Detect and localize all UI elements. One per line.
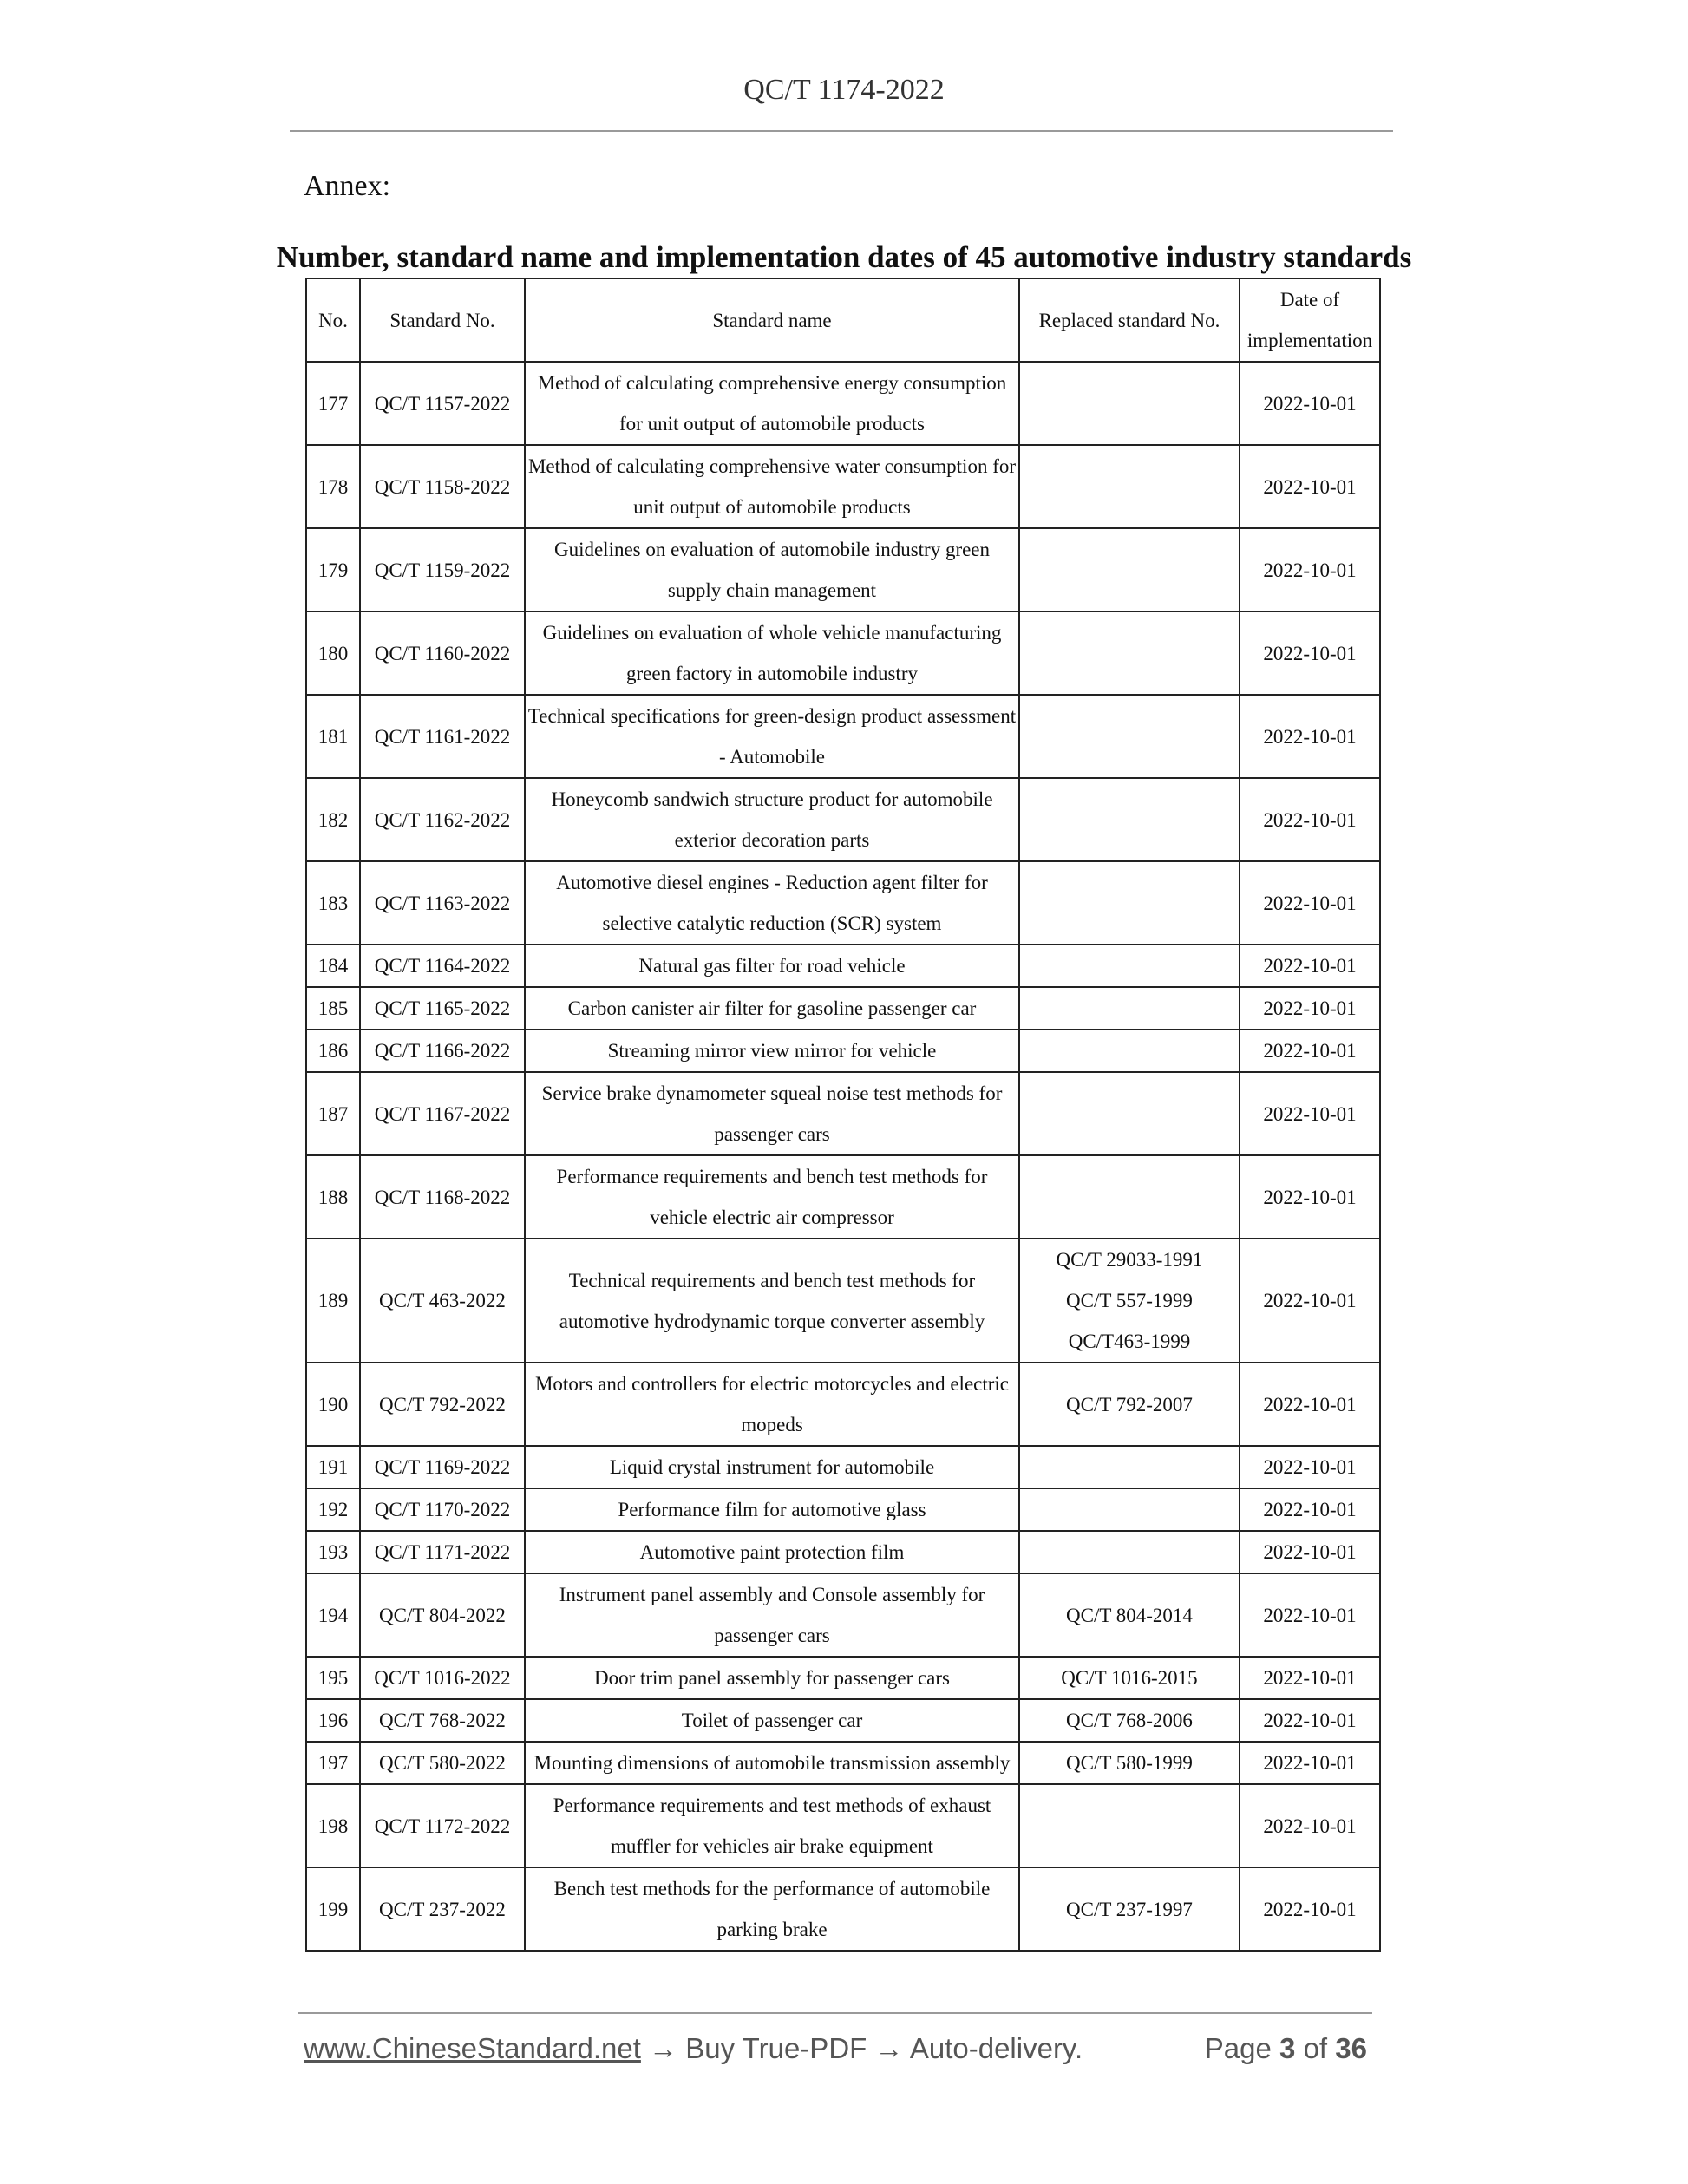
cell-standard-name: Carbon canister air filter for gasoline passenger car xyxy=(525,987,1019,1030)
cell-standard-no: QC/T 804-2022 xyxy=(360,1573,525,1657)
cell-standard-name: Natural gas filter for road vehicle xyxy=(525,945,1019,987)
cell-replaced-standard xyxy=(1019,1531,1240,1573)
cell-replaced-standard xyxy=(1019,362,1240,445)
cell-implementation-date: 2022-10-01 xyxy=(1240,1155,1380,1239)
cell-no: 177 xyxy=(306,362,360,445)
table-row xyxy=(306,1030,1380,1072)
cell-no: 192 xyxy=(306,1488,360,1531)
cell-no: 182 xyxy=(306,778,360,861)
col-header-replaced: Replaced standard No. xyxy=(1019,278,1240,362)
cell-implementation-date: 2022-10-01 xyxy=(1240,1742,1380,1784)
annex-label: Annex: xyxy=(304,170,391,202)
cell-standard-name: Performance film for automotive glass xyxy=(525,1488,1019,1531)
cell-no: 181 xyxy=(306,695,360,778)
cell-standard-name: Mounting dimensions of automobile transmission assembly xyxy=(525,1742,1019,1784)
cell-no: 178 xyxy=(306,445,360,528)
page-label: Page xyxy=(1204,2032,1272,2064)
cell-no: 186 xyxy=(306,1030,360,1072)
col-header-date: Date of implementation xyxy=(1240,278,1380,362)
table-row xyxy=(306,611,1380,695)
table-row xyxy=(306,778,1380,861)
cell-no: 180 xyxy=(306,611,360,695)
table-row xyxy=(306,1072,1380,1155)
cell-standard-no: QC/T 1167-2022 xyxy=(360,1072,525,1155)
col-header-standard-no: Standard No. xyxy=(360,278,525,362)
cell-standard-no: QC/T 1170-2022 xyxy=(360,1488,525,1531)
cell-replaced-standard xyxy=(1019,861,1240,945)
cell-no: 191 xyxy=(306,1446,360,1488)
cell-standard-no: QC/T 1164-2022 xyxy=(360,945,525,987)
page-indicator xyxy=(1205,2032,1367,2065)
cell-replaced-standard xyxy=(1019,528,1240,611)
table-row xyxy=(306,1446,1380,1488)
page-footer xyxy=(304,2032,1372,2065)
cell-implementation-date: 2022-10-01 xyxy=(1240,1699,1380,1742)
cell-standard-no: QC/T 1172-2022 xyxy=(360,1784,525,1867)
cell-standard-name: Motors and controllers for electric motorcycles and electric mopeds xyxy=(525,1363,1019,1446)
cell-replaced-standard: QC/T 804-2014 xyxy=(1019,1573,1240,1657)
cell-implementation-date: 2022-10-01 xyxy=(1240,1488,1380,1531)
cell-standard-no: QC/T 1162-2022 xyxy=(360,778,525,861)
table-row xyxy=(306,1488,1380,1531)
cell-no: 189 xyxy=(306,1239,360,1363)
cell-standard-name: Toilet of passenger car xyxy=(525,1699,1019,1742)
cell-no: 193 xyxy=(306,1531,360,1573)
cell-no: 179 xyxy=(306,528,360,611)
cell-implementation-date: 2022-10-01 xyxy=(1240,1030,1380,1072)
cell-standard-name: Guidelines on evaluation of automobile industry green supply chain management xyxy=(525,528,1019,611)
cell-standard-no: QC/T 1160-2022 xyxy=(360,611,525,695)
cell-standard-name: Performance requirements and bench test methods for vehicle electric air compressor xyxy=(525,1155,1019,1239)
cell-standard-name: Bench test methods for the performance of automobile parking brake xyxy=(525,1867,1019,1951)
cell-implementation-date: 2022-10-01 xyxy=(1240,778,1380,861)
cell-replaced-standard xyxy=(1019,1446,1240,1488)
table-row xyxy=(306,861,1380,945)
cell-standard-name: Door trim panel assembly for passenger cars xyxy=(525,1657,1019,1699)
table-row xyxy=(306,362,1380,445)
cell-no: 199 xyxy=(306,1867,360,1951)
arrow-icon: → xyxy=(649,2032,678,2064)
cell-implementation-date: 2022-10-01 xyxy=(1240,1239,1380,1363)
col-header-no: No. xyxy=(306,278,360,362)
cell-implementation-date: 2022-10-01 xyxy=(1240,1784,1380,1867)
cell-standard-name: Automotive diesel engines - Reduction agent filter for selective catalytic reduction (SCR) system xyxy=(525,861,1019,945)
cell-standard-no: QC/T 1171-2022 xyxy=(360,1531,525,1573)
cell-standard-no: QC/T 1166-2022 xyxy=(360,1030,525,1072)
cell-standard-name: Method of calculating comprehensive energy consumption for unit output of automobile products xyxy=(525,362,1019,445)
cell-implementation-date: 2022-10-01 xyxy=(1240,1446,1380,1488)
cell-no: 197 xyxy=(306,1742,360,1784)
cell-replaced-standard: QC/T 29033-1991 QC/T 557-1999 QC/T463-1999 xyxy=(1019,1239,1240,1363)
cell-standard-no: QC/T 1159-2022 xyxy=(360,528,525,611)
cell-no: 190 xyxy=(306,1363,360,1446)
cell-standard-no: QC/T 1165-2022 xyxy=(360,987,525,1030)
col-header-standard-name: Standard name xyxy=(525,278,1019,362)
cell-standard-no: QC/T 1168-2022 xyxy=(360,1155,525,1239)
cell-replaced-standard: QC/T 768-2006 xyxy=(1019,1699,1240,1742)
cell-standard-no: QC/T 1169-2022 xyxy=(360,1446,525,1488)
cell-implementation-date: 2022-10-01 xyxy=(1240,1867,1380,1951)
table-row xyxy=(306,987,1380,1030)
cell-replaced-standard xyxy=(1019,1155,1240,1239)
page-header-title: QC/T 1174-2022 xyxy=(743,74,945,106)
cell-replaced-standard xyxy=(1019,778,1240,861)
footer-divider xyxy=(298,2012,1372,2014)
table-row xyxy=(306,695,1380,778)
cell-implementation-date: 2022-10-01 xyxy=(1240,362,1380,445)
cell-standard-no: QC/T 463-2022 xyxy=(360,1239,525,1363)
cell-standard-no: QC/T 1161-2022 xyxy=(360,695,525,778)
cell-standard-name: Method of calculating comprehensive water consumption for unit output of automobile products xyxy=(525,445,1019,528)
cell-implementation-date: 2022-10-01 xyxy=(1240,1363,1380,1446)
cell-replaced-standard xyxy=(1019,1030,1240,1072)
cell-no: 188 xyxy=(306,1155,360,1239)
header-divider xyxy=(290,130,1393,132)
table-row xyxy=(306,1155,1380,1239)
cell-implementation-date: 2022-10-01 xyxy=(1240,945,1380,987)
cell-standard-name: Guidelines on evaluation of whole vehicle manufacturing green factory in automobile industry xyxy=(525,611,1019,695)
cell-implementation-date: 2022-10-01 xyxy=(1240,1573,1380,1657)
table-row xyxy=(306,1531,1380,1573)
cell-standard-no: QC/T 1016-2022 xyxy=(360,1657,525,1699)
cell-standard-no: QC/T 792-2022 xyxy=(360,1363,525,1446)
cell-replaced-standard: QC/T 792-2007 xyxy=(1019,1363,1240,1446)
cell-standard-no: QC/T 1158-2022 xyxy=(360,445,525,528)
cell-replaced-standard: QC/T 237-1997 xyxy=(1019,1867,1240,1951)
cell-implementation-date: 2022-10-01 xyxy=(1240,987,1380,1030)
cell-no: 184 xyxy=(306,945,360,987)
cell-implementation-date: 2022-10-01 xyxy=(1240,861,1380,945)
website-link[interactable]: www.ChineseStandard.net xyxy=(304,2032,641,2064)
cell-replaced-standard xyxy=(1019,445,1240,528)
cell-standard-no: QC/T 1163-2022 xyxy=(360,861,525,945)
cell-replaced-standard xyxy=(1019,611,1240,695)
table-row xyxy=(306,445,1380,528)
of-label: of xyxy=(1303,2032,1328,2064)
arrow-icon: → xyxy=(874,2032,904,2064)
table-row xyxy=(306,1867,1380,1951)
cell-no: 185 xyxy=(306,987,360,1030)
cell-no: 195 xyxy=(306,1657,360,1699)
cell-implementation-date: 2022-10-01 xyxy=(1240,695,1380,778)
cell-implementation-date: 2022-10-01 xyxy=(1240,1657,1380,1699)
table-row xyxy=(306,1363,1380,1446)
cell-no: 194 xyxy=(306,1573,360,1657)
cell-implementation-date: 2022-10-01 xyxy=(1240,1072,1380,1155)
cell-replaced-standard xyxy=(1019,1784,1240,1867)
page-total: 36 xyxy=(1335,2032,1367,2064)
cell-implementation-date: 2022-10-01 xyxy=(1240,528,1380,611)
cell-standard-name: Technical requirements and bench test methods for automotive hydrodynamic torque converter assembly xyxy=(525,1239,1019,1363)
buy-text: Buy True-PDF xyxy=(685,2032,867,2064)
cell-implementation-date: 2022-10-01 xyxy=(1240,445,1380,528)
cell-standard-no: QC/T 768-2022 xyxy=(360,1699,525,1742)
cell-no: 198 xyxy=(306,1784,360,1867)
cell-standard-name: Streaming mirror view mirror for vehicle xyxy=(525,1030,1019,1072)
cell-standard-name: Performance requirements and test methods of exhaust muffler for vehicles air brake equipment xyxy=(525,1784,1019,1867)
table-row xyxy=(306,528,1380,611)
cell-standard-name: Liquid crystal instrument for automobile xyxy=(525,1446,1019,1488)
table-row xyxy=(306,1573,1380,1657)
table-row xyxy=(306,945,1380,987)
table-row xyxy=(306,1657,1380,1699)
cell-no: 183 xyxy=(306,861,360,945)
table-title: Number, standard name and implementation dates of 45 automotive industry standards xyxy=(276,240,1412,274)
table-row xyxy=(306,1239,1380,1363)
cell-standard-no: QC/T 1157-2022 xyxy=(360,362,525,445)
cell-no: 196 xyxy=(306,1699,360,1742)
cell-replaced-standard xyxy=(1019,987,1240,1030)
table-row xyxy=(306,1699,1380,1742)
cell-standard-name: Honeycomb sandwich structure product for automobile exterior decoration parts xyxy=(525,778,1019,861)
cell-replaced-standard xyxy=(1019,945,1240,987)
cell-replaced-standard xyxy=(1019,1488,1240,1531)
delivery-text: Auto-delivery. xyxy=(909,2032,1083,2064)
cell-replaced-standard xyxy=(1019,1072,1240,1155)
cell-replaced-standard: QC/T 580-1999 xyxy=(1019,1742,1240,1784)
cell-standard-name: Service brake dynamometer squeal noise test methods for passenger cars xyxy=(525,1072,1019,1155)
cell-standard-name: Technical specifications for green-design product assessment - Automobile xyxy=(525,695,1019,778)
cell-no: 187 xyxy=(306,1072,360,1155)
table-header-row xyxy=(306,278,1380,362)
table-row xyxy=(306,1742,1380,1784)
cell-replaced-standard: QC/T 1016-2015 xyxy=(1019,1657,1240,1699)
table-row xyxy=(306,1784,1380,1867)
page-number: 3 xyxy=(1279,2032,1296,2064)
cell-implementation-date: 2022-10-01 xyxy=(1240,611,1380,695)
cell-implementation-date: 2022-10-01 xyxy=(1240,1531,1380,1573)
standards-table xyxy=(305,278,1381,1952)
cell-replaced-standard xyxy=(1019,695,1240,778)
cell-standard-name: Automotive paint protection film xyxy=(525,1531,1019,1573)
cell-standard-no: QC/T 237-2022 xyxy=(360,1867,525,1951)
cell-standard-name: Instrument panel assembly and Console assembly for passenger cars xyxy=(525,1573,1019,1657)
cell-standard-no: QC/T 580-2022 xyxy=(360,1742,525,1784)
